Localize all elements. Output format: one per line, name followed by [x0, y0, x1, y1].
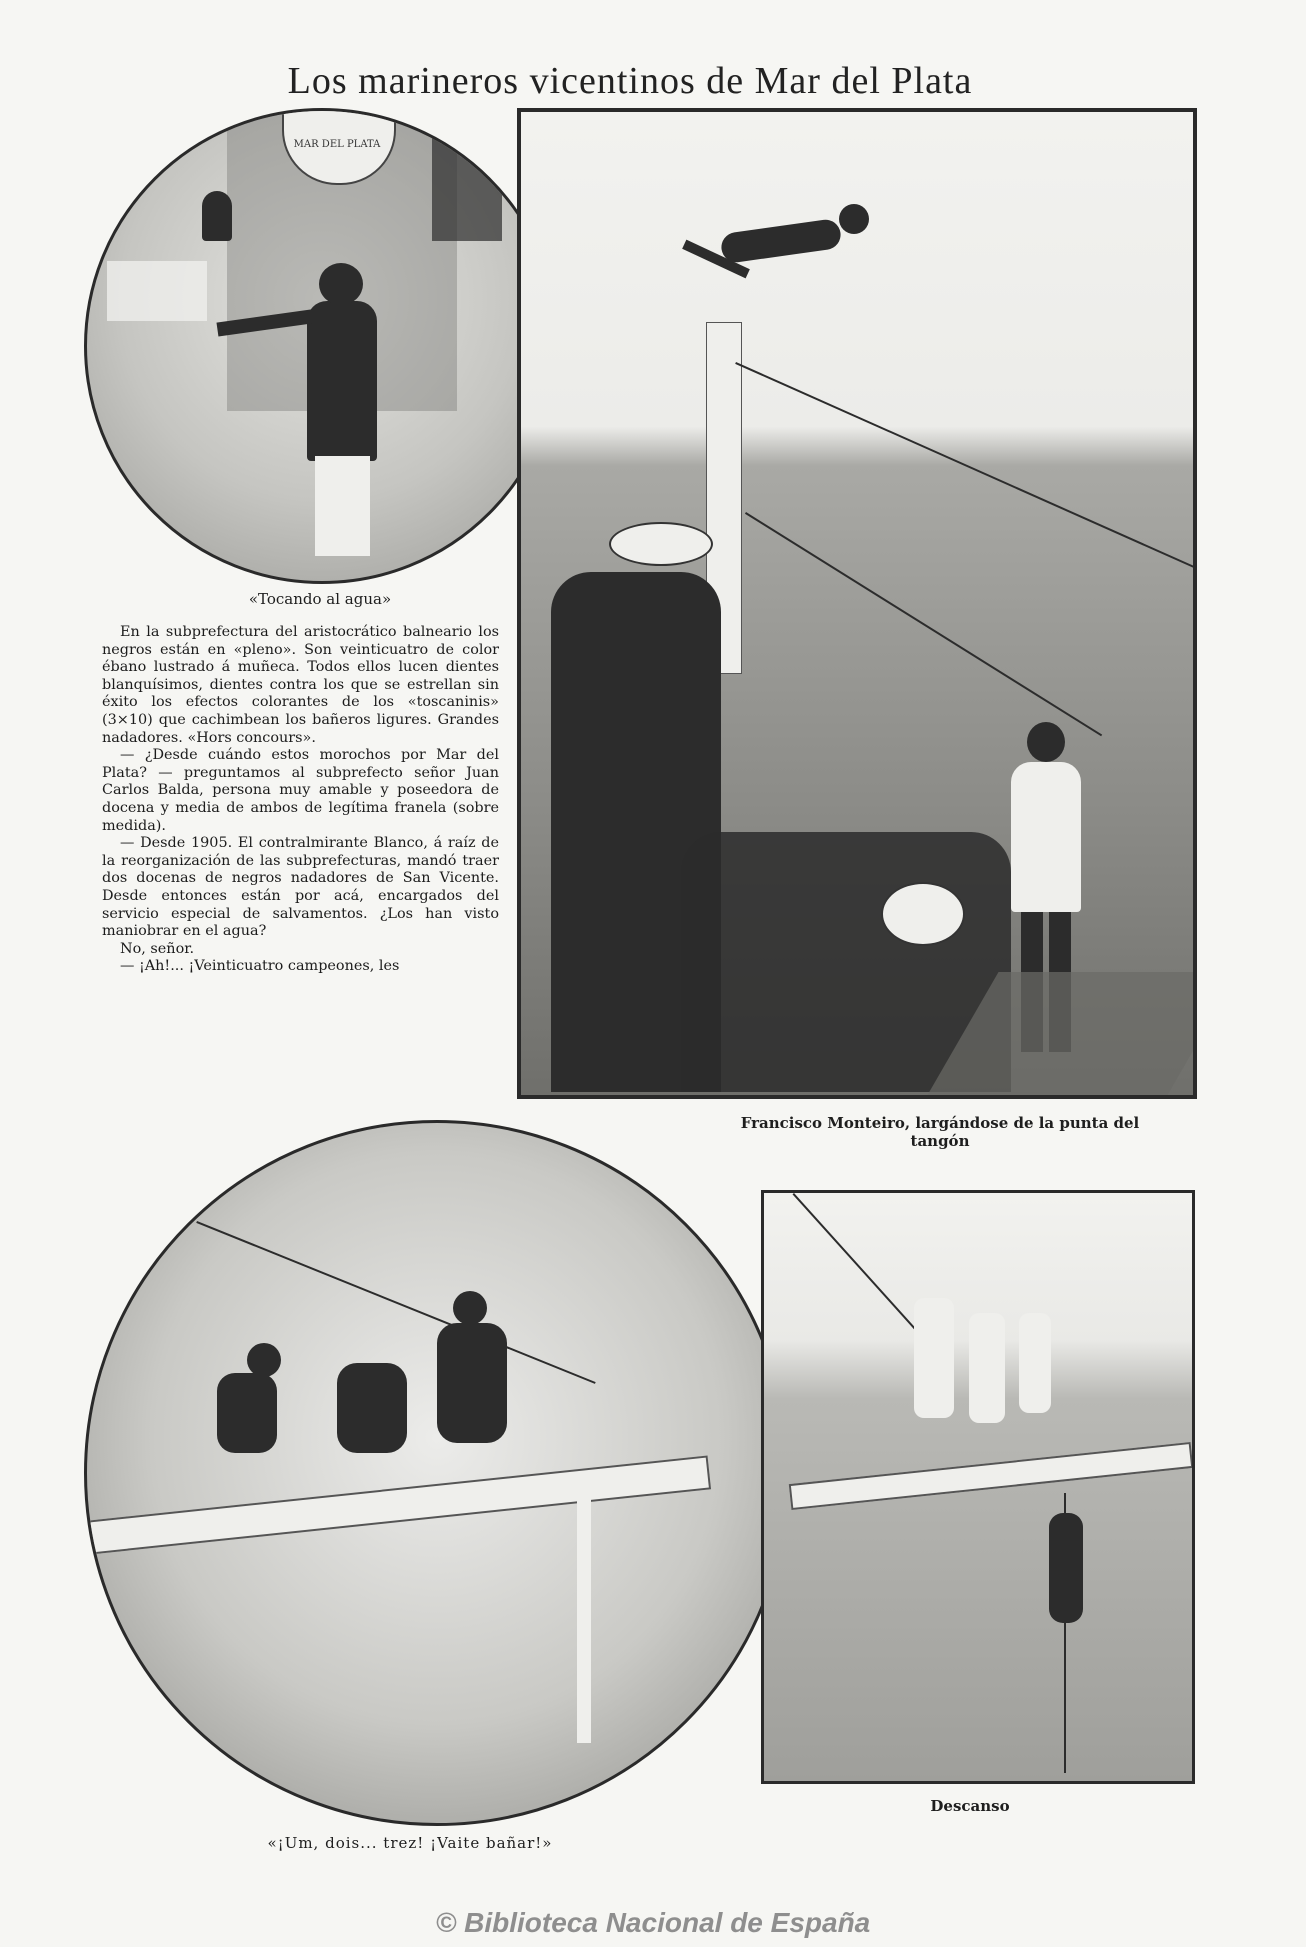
boom-spar: [789, 1442, 1194, 1510]
article-paragraph: En la subprefectura del aristocrático balneario los negros están en «pleno». Son veinticuatro de color ébano lustrado á muñeca. Todos ellos lucen dientes blanquísimos, dientes contra los que se estrellan sin éxito los efectos colorantes de los «toscaninis» (3×10) que cachimbean los bañeros ligures. Grandes nadadores. «Hors concours».: [102, 624, 499, 746]
article-paragraph: — ¡Ah!... ¡Veinticuatro campeones, les: [120, 958, 400, 975]
rope-line: [793, 1193, 928, 1343]
window: [432, 131, 502, 241]
footer-credit: © Biblioteca Nacional de España: [435, 1907, 871, 1938]
caption-jump: «¡Um, dois... trez! ¡Vaite bañar!»: [267, 1834, 553, 1852]
swimmer-one: [217, 1373, 277, 1453]
swimmer-head: [1027, 722, 1065, 762]
rester-three: [1019, 1313, 1051, 1413]
article-paragraph: — Desde 1905. El contralmirante Blanco, á raíz de la reorganización de las subprefecturas, mandó traer dos docenas de negros nadadores de San Vicente. Desde entonces están por acá, encargados del servicio especial de salvamentos. ¿Los han visto maniobrar en el agua?: [102, 835, 499, 940]
rester-two: [969, 1313, 1005, 1423]
article-paragraph: No, señor.: [120, 940, 195, 957]
laundry: [107, 261, 207, 321]
swimmer-three: [437, 1323, 507, 1443]
rigging-line: [735, 362, 1197, 575]
rigging-line-2: [745, 512, 1102, 736]
swimmer-two: [337, 1363, 407, 1453]
boater-hat: [881, 882, 965, 946]
sailor-trousers: [315, 456, 370, 556]
sign-text: MAR DEL PLATA: [293, 139, 381, 150]
bell-icon: [202, 191, 232, 241]
photo-swimmers-jump: [84, 1120, 790, 1826]
swimmer-standing: [1011, 762, 1081, 912]
article-paragraph: — ¿Desde cuándo estos morochos por Mar del Plata? — preguntamos al subprefecto señor Juan Carlos Balda, persona muy amable y poseedora de docena y media de ambos de legítima franela (sobre medida).: [102, 747, 499, 834]
swimmer-three-head: [453, 1291, 487, 1325]
rester-one: [914, 1298, 954, 1418]
diver-head: [839, 204, 869, 234]
sailor-head: [319, 263, 363, 305]
caption-dive: Francisco Monteiro, largándose de la punta del tangón: [740, 1114, 1140, 1150]
diver-figure: [719, 218, 842, 264]
photo-diver-boom: [517, 108, 1197, 1099]
swimmer-one-head: [247, 1343, 281, 1377]
article-body: [102, 624, 499, 976]
rope-ladder: [577, 1493, 591, 1743]
photo-sailor-bell: [84, 108, 560, 584]
caption-rest: Descanso: [930, 1797, 1010, 1815]
page-title: Los marineros vicentinos de Mar del Plata: [287, 60, 973, 103]
boom-spar: [87, 1455, 711, 1554]
sailor-figure: [307, 301, 377, 461]
climber-figure: [1049, 1513, 1083, 1623]
photo-resting: [761, 1190, 1195, 1784]
caption-bell: «Tocando al agua»: [248, 590, 392, 608]
straw-hat: [609, 522, 713, 566]
